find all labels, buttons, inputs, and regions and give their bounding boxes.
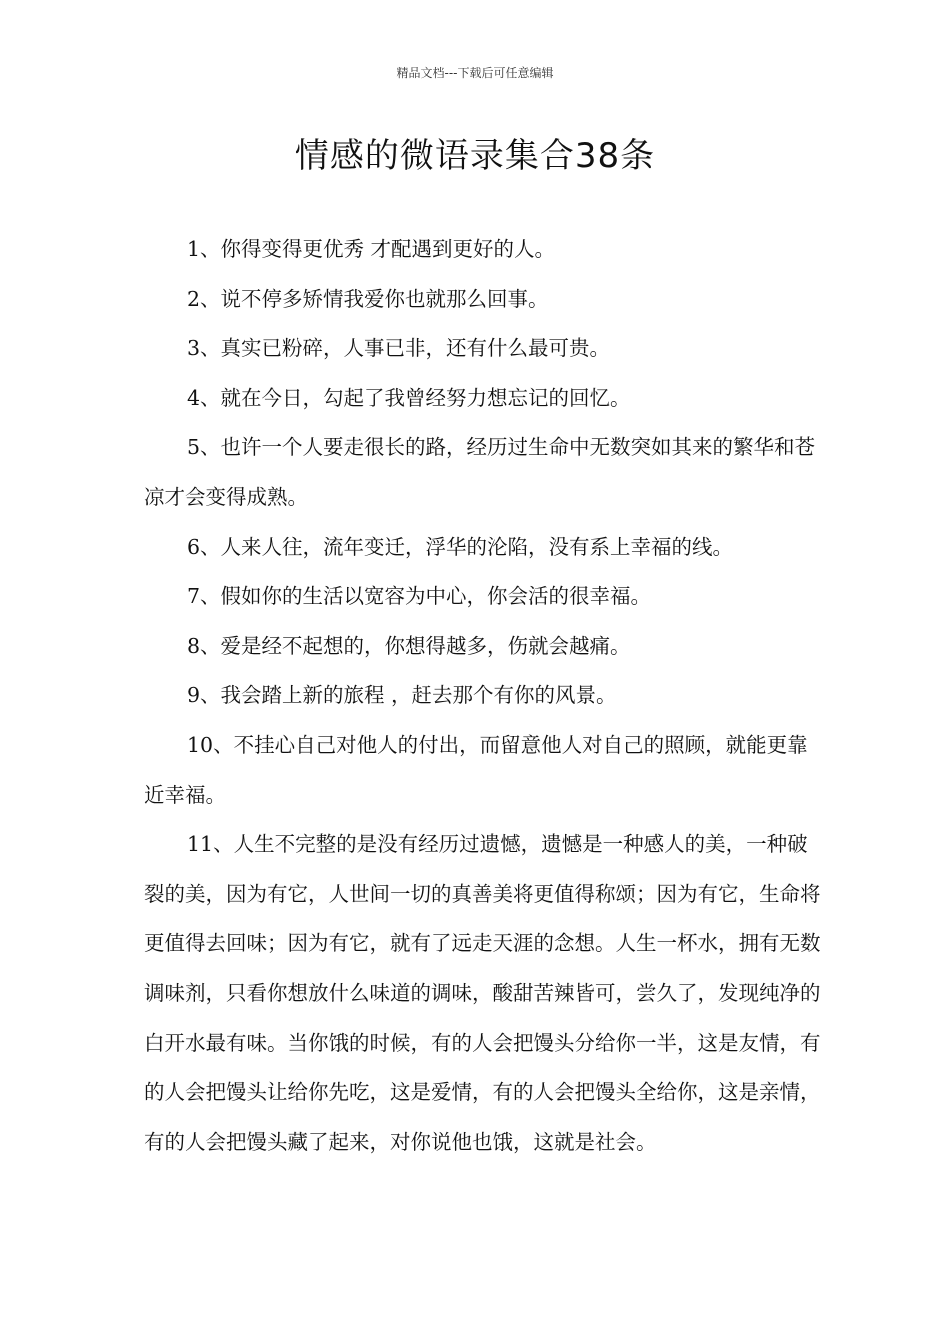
paragraph-2: 2、说不停多矫情我爱你也就那么回事。	[187, 286, 549, 311]
page-title: 情感的微语录集合38条	[294, 136, 656, 176]
paragraph-3: 3、真实已粉碎，人事已非，还有什么最可贵。	[187, 336, 611, 361]
paragraph-11: 11、人生不完整的是没有经历过遗憾，遗憾是一种感人的美，一种破裂的美，因为有它，人世间一切的真善美将更值得称颂；因为有它，生命将更值得去回味；因为有它，就有了远走天涯的念想。人生一杯水，拥有无数调味剂，只看你想放什么味道的调味，酸甜苦辣皆可，尝久了，发现纯净的白开水最有味。当你饿的时候，有的人会把馒头分给你一半，这是友情，有的人会把馒头让给你先吃，这是爱情，有的人会把馒头全给你，这是亲情，有的人会把馒头藏了起来，对你说他也饿，这就是社会。	[144, 832, 821, 1154]
paragraph-4: 4、就在今日，勾起了我曾经努力想忘记的回忆。	[187, 385, 631, 410]
paragraph-10: 10、不挂心自己对他人的付出，而留意他人对自己的照顾，就能更靠近幸福。	[144, 732, 808, 807]
paragraph-5: 5、也许一个人要走很长的路，经历过生命中无数突如其来的繁华和苍凉才会变得成熟。	[144, 435, 816, 509]
paragraph-9: 9、我会踏上新的旅程 ，赶去那个有你的风景。	[187, 683, 617, 708]
paragraph-1: 1、你得变得更优秀 才配遇到更好的人。	[187, 237, 556, 261]
document-body	[144, 225, 824, 1167]
paragraph-7: 7、假如你的生活以宽容为中心，你会活的很幸福。	[187, 584, 652, 609]
header-note: 精品文档---下载后可任意编辑	[396, 66, 554, 80]
paragraph-6: 6、人来人往，流年变迁，浮华的沦陷，没有系上幸福的线。	[187, 534, 734, 559]
paragraph-8: 8、爱是经不起想的，你想得越多，伤就会越痛。	[187, 633, 631, 658]
